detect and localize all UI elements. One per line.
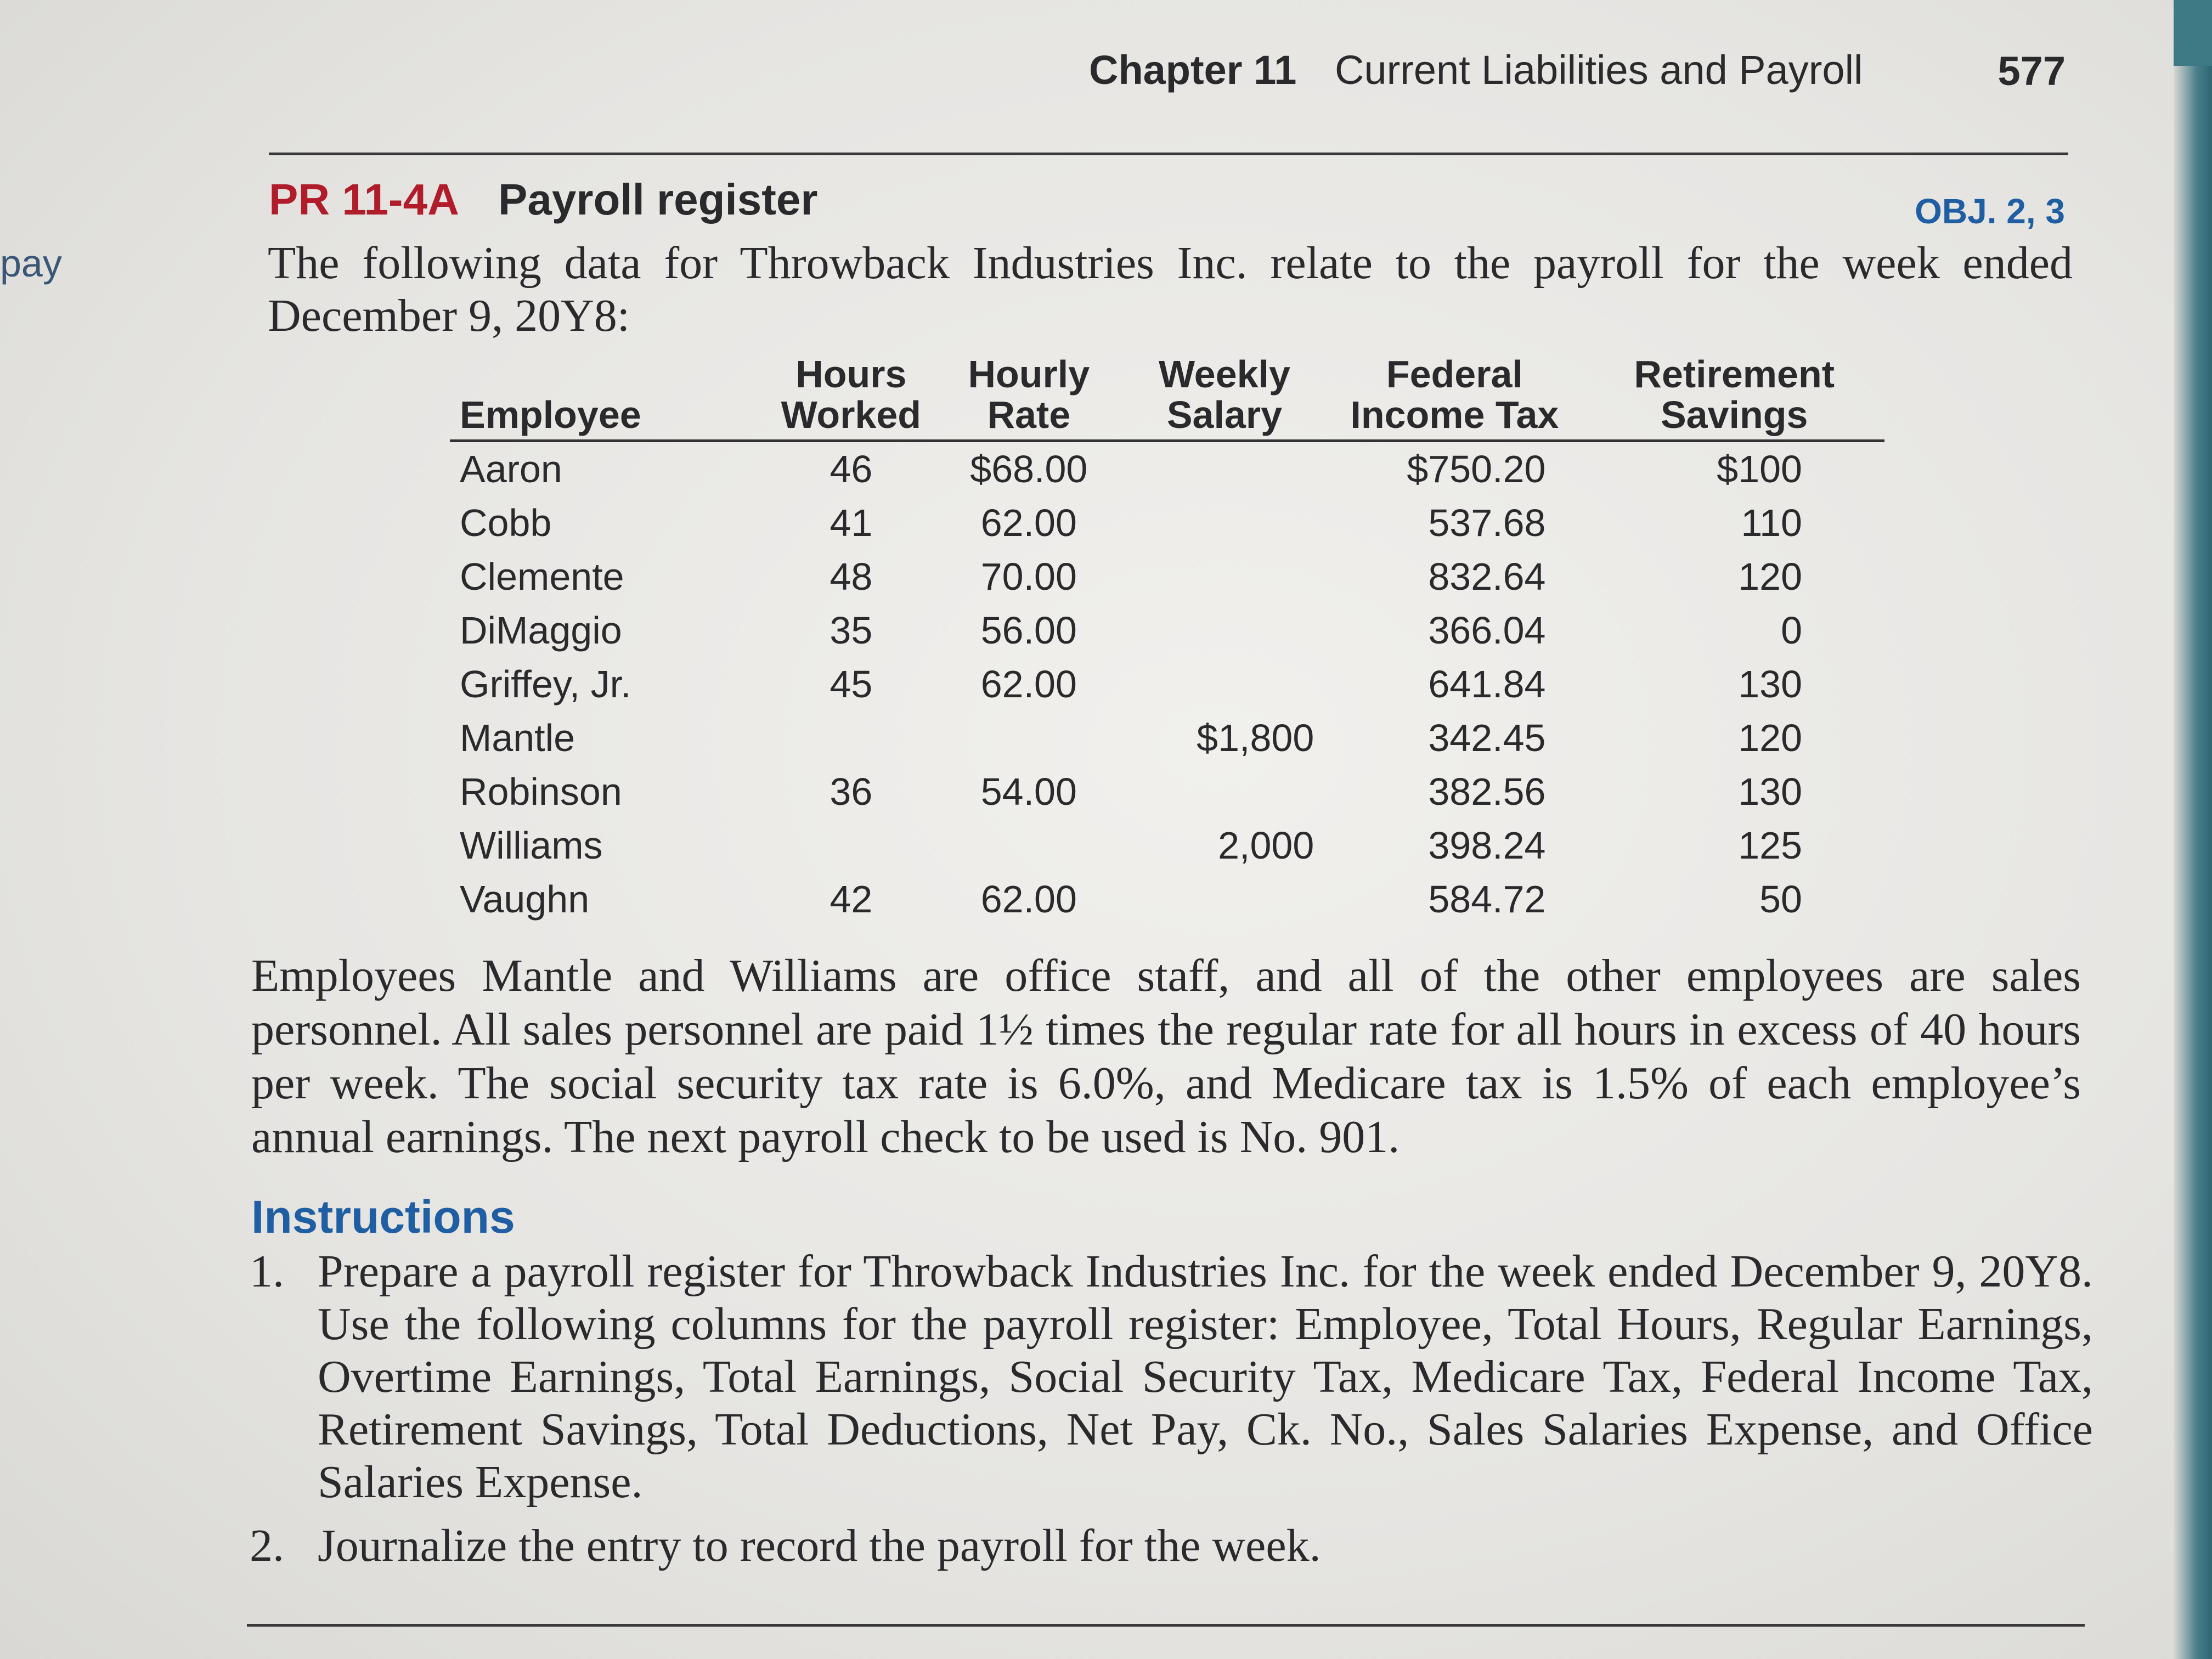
cell-retirement: 0 (1781, 609, 1802, 652)
cell-retirement: 125 (1738, 824, 1802, 867)
cell-salary (1124, 765, 1325, 819)
cell-hours (769, 819, 934, 872)
payroll-data-table (450, 354, 1884, 926)
cell-retirement: 50 (1759, 878, 1802, 921)
cell-salary (1124, 441, 1325, 496)
cell-retirement: $100 (1717, 448, 1802, 490)
cell-hours (769, 711, 934, 765)
cell-federal-tax: 382.56 (1428, 770, 1546, 813)
problem-details-paragraph: Employees Mantle and Williams are office staff, and all of the other employees are sales personnel. All sales personnel are paid 1½ times the regular rate for all hours in excess of 40 hours per week. The social security tax rate is 6.0%, and Medicare tax is 1.5% of each employee’s annual earnings. The next payroll check to be used is No. 901. (251, 950, 2081, 1163)
cell-salary (1124, 496, 1325, 550)
header-rule (269, 153, 2068, 155)
objective-label: OBJ. 2, 3 (1915, 191, 2065, 231)
cell-federal-tax: 398.24 (1428, 824, 1546, 867)
cell-employee: Griffey, Jr. (460, 663, 631, 706)
cell-hours: 42 (830, 878, 873, 921)
problem-title: Payroll register (498, 175, 818, 224)
cell-rate: 54.00 (980, 770, 1077, 813)
header-hourly-rate: Hourly Rate (934, 354, 1124, 441)
item-text: Journalize the entry to record the payroll for the week. (318, 1520, 1321, 1571)
header-retirement-savings: Retirement Savings (1584, 354, 1884, 441)
cell-salary (1124, 603, 1325, 657)
cell-salary (1124, 872, 1325, 926)
cell-hours: 46 (830, 448, 873, 490)
table-row (450, 872, 1884, 926)
cell-employee: Williams (460, 824, 603, 867)
cell-federal-tax: $750.20 (1407, 448, 1546, 490)
page-number: 577 (1997, 48, 2066, 94)
cell-employee: DiMaggio (460, 609, 622, 652)
cell-rate: 62.00 (980, 501, 1077, 544)
item-text: Prepare a payroll register for Throwback Industries Inc. for the week ended December 9, 20Y8. Use the following columns for the payroll register: Employee, Total Hours, Regular Earnings, Overtime Earnings, Total Earnings, Social Security Tax, Medicare Tax, Federal Income Tax, Retirement Savings, Total Deductions, Net Pay, Ck. No., Sales Salaries Expense, and Office Salaries Expense. (318, 1246, 2093, 1508)
table-row (450, 765, 1884, 819)
item-number: 1. (250, 1246, 284, 1297)
cell-rate (934, 819, 1124, 872)
cell-retirement: 120 (1738, 555, 1802, 598)
table-row (450, 603, 1884, 657)
cell-hours: 36 (830, 770, 873, 813)
cell-hours: 41 (830, 501, 873, 544)
table-row (450, 441, 1884, 496)
cell-retirement: 130 (1738, 663, 1802, 706)
table-row (450, 496, 1884, 550)
running-head (1089, 41, 2066, 101)
cell-hours: 45 (830, 663, 873, 706)
problem-id: PR 11-4A (269, 175, 459, 224)
chapter-title: Current Liabilities and Payroll (1335, 47, 1863, 93)
cell-rate: 70.00 (980, 555, 1077, 598)
list-item (250, 1245, 2093, 1509)
cell-employee: Clemente (460, 555, 624, 598)
cell-employee: Mantle (460, 716, 575, 759)
item-number: 2. (250, 1520, 284, 1571)
margin-note: pay (0, 242, 62, 285)
cell-federal-tax: 366.04 (1428, 609, 1546, 652)
cell-salary: 2,000 (1218, 824, 1314, 867)
header-hours-worked: Hours Worked (769, 354, 934, 441)
cell-salary (1124, 550, 1325, 603)
table-row (450, 657, 1884, 711)
cell-rate: 62.00 (980, 663, 1077, 706)
cell-rate: 62.00 (980, 878, 1077, 921)
cell-salary (1124, 657, 1325, 711)
cell-federal-tax: 584.72 (1428, 878, 1546, 921)
cell-federal-tax: 641.84 (1428, 663, 1546, 706)
cell-employee: Cobb (460, 501, 552, 544)
cell-employee: Robinson (460, 770, 622, 813)
cell-retirement: 110 (1741, 501, 1802, 544)
cell-retirement: 120 (1738, 716, 1802, 759)
header-weekly-salary: Weekly Salary (1124, 354, 1325, 441)
footer-rule (247, 1624, 2085, 1627)
table-row (450, 550, 1884, 603)
cell-retirement: 130 (1738, 770, 1802, 813)
cell-federal-tax: 832.64 (1428, 555, 1546, 598)
cell-employee: Vaughn (460, 878, 590, 921)
table-row (450, 819, 1884, 872)
chapter-label: Chapter 11 (1089, 47, 1297, 93)
problem-intro: The following data for Throwback Industries Inc. relate to the payroll for the week ended December 9, 20Y8: (268, 238, 2073, 341)
cell-hours: 48 (830, 555, 873, 598)
header-federal-income-tax: Federal Income Tax (1325, 354, 1584, 441)
book-edge (2174, 0, 2212, 1659)
instructions-list (250, 1245, 2093, 1572)
cell-rate: 56.00 (980, 609, 1077, 652)
cell-employee: Aaron (460, 448, 562, 490)
cell-hours: 35 (830, 609, 873, 652)
cell-federal-tax: 537.68 (1428, 501, 1546, 544)
table-header-row (450, 354, 1884, 441)
cell-salary: $1,800 (1197, 716, 1314, 759)
cell-rate (934, 711, 1124, 765)
table-row (450, 711, 1884, 765)
instructions-heading: Instructions (251, 1191, 515, 1243)
cell-federal-tax: 342.45 (1428, 716, 1546, 759)
header-employee: Employee (450, 354, 769, 441)
cell-rate: $68.00 (970, 448, 1088, 490)
list-item (250, 1520, 2093, 1572)
